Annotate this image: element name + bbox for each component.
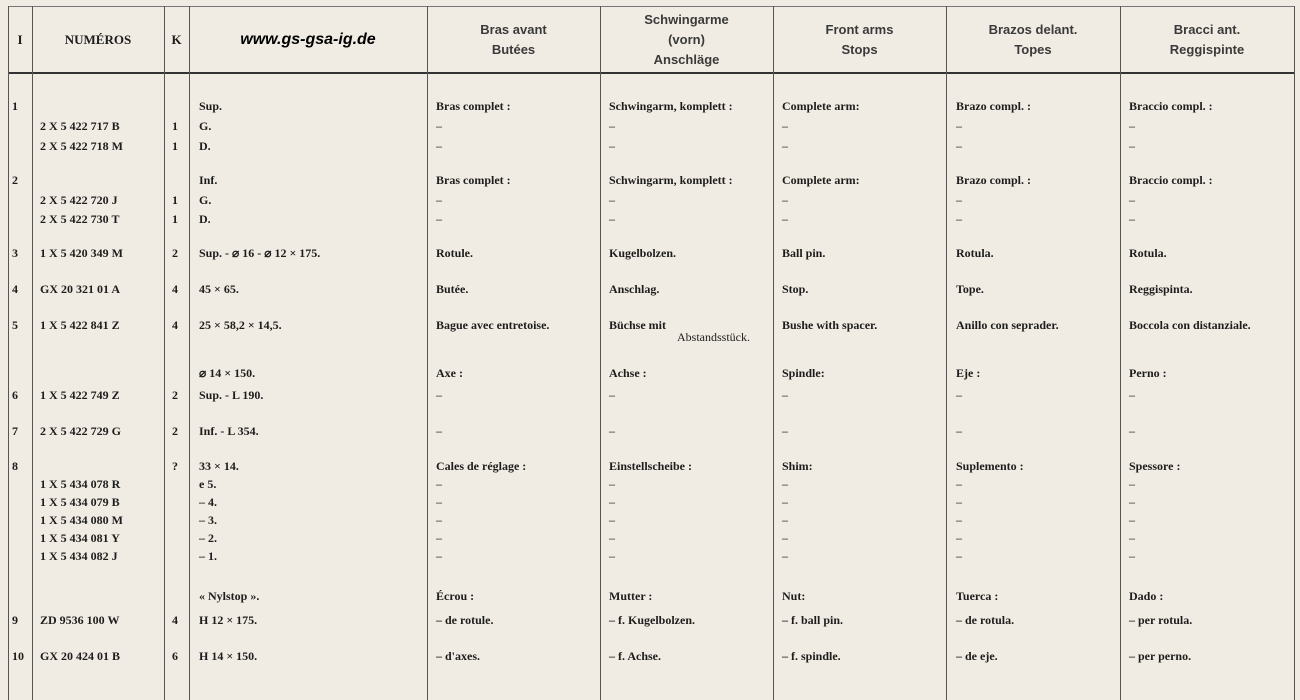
table-cell-desc-italian: – — [1129, 549, 1135, 563]
table-cell-desc-german: – — [609, 139, 615, 153]
table-cell-desc-english: – — [782, 388, 788, 402]
table-cell-desc-german: – — [609, 495, 615, 509]
table-cell-desc-french: Axe : — [436, 366, 463, 380]
table-cell-desc-italian: Spessore : — [1129, 459, 1181, 473]
table-cell-desc-french: – — [436, 549, 442, 563]
table-cell-quantity-k: 4 — [172, 282, 178, 296]
header-spanish: Brazos delant. Topes — [988, 22, 1078, 57]
table-cell-desc-english: – — [782, 513, 788, 527]
table-cell-spec: Sup. - ⌀ 16 - ⌀ 12 × 175. — [199, 246, 321, 260]
table-cell-part-number: 1 X 5 422 841 Z — [40, 318, 120, 332]
table-cell-desc-spanish: – — [956, 513, 962, 527]
table-cell-desc-french: – — [436, 513, 442, 527]
table-cell-row-index: 3 — [12, 246, 18, 260]
table-cell-desc-english: – — [782, 495, 788, 509]
table-cell-spec: – 2. — [199, 531, 217, 545]
table-cell-desc-french: – — [436, 477, 442, 491]
table-cell-quantity-k: 1 — [172, 193, 178, 207]
table-cell-desc-english: Ball pin. — [782, 246, 826, 260]
table-cell-desc-spanish: Anillo con seprader. — [956, 318, 1059, 332]
table-cell-part-number: 1 X 5 434 079 B — [40, 495, 120, 509]
table-cell-desc-italian: Dado : — [1129, 589, 1164, 603]
table-cell-desc-french: Bague avec entretoise. — [436, 318, 550, 332]
table-cell-spec: – 1. — [199, 549, 217, 563]
german-continuation-text: Abstandsstück. — [677, 330, 750, 344]
table-cell-desc-spanish: – de rotula. — [956, 613, 1015, 627]
table-top-border — [8, 6, 1294, 7]
table-cell-part-number: 1 X 5 434 082 J — [40, 549, 118, 563]
table-cell-part-number: 2 X 5 422 729 G — [40, 424, 121, 438]
table-cell-desc-german: Achse : — [609, 366, 647, 380]
table-cell-spec: 33 × 14. — [199, 459, 239, 473]
header-german: Schwingarme (vorn) Anschläge — [644, 12, 729, 67]
table-cell-desc-german: Einstellscheibe : — [609, 459, 692, 473]
table-cell-desc-french: Cales de réglage : — [436, 459, 527, 473]
table-cell-part-number: 2 X 5 422 717 B — [40, 119, 120, 133]
table-cell-desc-italian: – — [1129, 495, 1135, 509]
table-cell-desc-spanish: – — [956, 495, 962, 509]
table-cell-spec: ⌀ 14 × 150. — [199, 366, 256, 380]
table-cell-desc-german: – — [609, 424, 615, 438]
table-cell-desc-spanish: – — [956, 549, 962, 563]
table-cell-row-index: 8 — [12, 459, 18, 473]
table-cell-part-number: GX 20 321 01 A — [40, 282, 121, 296]
table-cell-desc-italian: – per perno. — [1129, 649, 1192, 663]
table-cell-desc-french: – de rotule. — [436, 613, 494, 627]
table-cell-part-number: 1 X 5 434 081 Y — [40, 531, 120, 545]
table-cell-desc-german: Kugelbolzen. — [609, 246, 677, 260]
table-cell-part-number: 2 X 5 422 720 J — [40, 193, 118, 207]
table-cell-desc-french: Bras complet : — [436, 99, 511, 113]
table-cell-desc-italian: – — [1129, 388, 1135, 402]
table-cell-spec: 45 × 65. — [199, 282, 239, 296]
table-cell-quantity-k: 6 — [172, 649, 178, 663]
table-cell-quantity-k: 2 — [172, 246, 178, 260]
table-cell-desc-italian: – — [1129, 193, 1135, 207]
table-cell-desc-german: Anschlag. — [609, 282, 660, 296]
table-cell-spec: – 3. — [199, 513, 217, 527]
table-cell-quantity-k: ? — [172, 459, 178, 473]
table-cell-desc-italian: Perno : — [1129, 366, 1167, 380]
table-cell-desc-english: Nut: — [782, 589, 806, 603]
table-cell-desc-german: – — [609, 531, 615, 545]
table-cell-desc-german: Schwingarm, komplett : — [609, 173, 733, 187]
table-cell-row-index: 10 — [12, 649, 24, 663]
table-cell-spec: D. — [199, 212, 211, 226]
table-cell-desc-german: – — [609, 193, 615, 207]
table-cell-desc-english: – f. spindle. — [782, 649, 841, 663]
table-cell-desc-spanish: Eje : — [956, 366, 981, 380]
table-cell-desc-spanish: – — [956, 139, 962, 153]
table-cell-desc-english: – — [782, 424, 788, 438]
table-cell-desc-english: – — [782, 477, 788, 491]
table-cell-desc-spanish: Tuerca : — [956, 589, 999, 603]
header-separator — [8, 72, 1294, 74]
watermark-url: www.gs-gsa-ig.de — [240, 31, 376, 48]
table-cell-quantity-k: 2 — [172, 424, 178, 438]
table-cell-row-index: 2 — [12, 173, 18, 187]
table-cell-part-number: 1 X 5 420 349 M — [40, 246, 123, 260]
table-cell-desc-german: – f. Kugelbolzen. — [609, 613, 695, 627]
table-cell-desc-english: Stop. — [782, 282, 809, 296]
table-cell-desc-french: – — [436, 119, 442, 133]
table-cell-desc-french: – — [436, 388, 442, 402]
column-rule — [1120, 6, 1121, 700]
column-rule — [600, 6, 601, 700]
table-cell-desc-english: – f. ball pin. — [782, 613, 844, 627]
header-numbers: NUMÉROS — [64, 32, 132, 47]
table-cell-spec: G. — [199, 119, 212, 133]
column-rule — [32, 6, 33, 700]
table-cell-spec: Sup. - L 190. — [199, 388, 264, 402]
table-cell-desc-german: Schwingarm, komplett : — [609, 99, 733, 113]
table-cell-part-number: 2 X 5 422 718 M — [40, 139, 123, 153]
table-cell-desc-french: Butée. — [436, 282, 469, 296]
column-rule — [8, 6, 9, 700]
table-cell-quantity-k: 1 — [172, 212, 178, 226]
table-cell-desc-french: – — [436, 139, 442, 153]
table-cell-desc-german: – — [609, 513, 615, 527]
table-cell-desc-english: – — [782, 139, 788, 153]
table-cell-desc-german: – f. Achse. — [609, 649, 661, 663]
table-cell-desc-english: – — [782, 531, 788, 545]
table-cell-desc-english: – — [782, 119, 788, 133]
table-cell-desc-italian: – — [1129, 212, 1135, 226]
table-cell-quantity-k: 1 — [172, 139, 178, 153]
table-cell-spec: 25 × 58,2 × 14,5. — [199, 318, 282, 332]
table-cell-desc-english: Bushe with spacer. — [782, 318, 878, 332]
column-rule — [1294, 6, 1295, 700]
table-cell-desc-spanish: Rotula. — [956, 246, 994, 260]
table-cell-desc-spanish: – — [956, 119, 962, 133]
table-cell-row-index: 9 — [12, 613, 18, 627]
table-cell-spec: « Nylstop ». — [199, 589, 260, 603]
column-rule — [189, 6, 190, 700]
table-cell-desc-english: Spindle: — [782, 366, 825, 380]
header-french: Bras avant Butées — [480, 22, 547, 57]
header-italian: Bracci ant. Reggispinte — [1169, 22, 1245, 57]
table-cell-spec: Sup. — [199, 99, 223, 113]
header-index: I — [17, 32, 23, 47]
table-cell-spec: Inf. — [199, 173, 218, 187]
table-cell-desc-french: – — [436, 495, 442, 509]
table-cell-desc-french: – d'axes. — [436, 649, 481, 663]
table-cell-desc-italian: – — [1129, 531, 1135, 545]
table-cell-desc-french: – — [436, 193, 442, 207]
table-cell-desc-english: – — [782, 212, 788, 226]
table-cell-desc-spanish: – — [956, 193, 962, 207]
table-cell-spec: D. — [199, 139, 211, 153]
table-cell-part-number: ZD 9536 100 W — [40, 613, 120, 627]
column-rule — [427, 6, 428, 700]
column-rule — [164, 6, 165, 700]
table-cell-desc-italian: – — [1129, 139, 1135, 153]
header-k: K — [171, 32, 182, 47]
column-rule — [773, 6, 774, 700]
table-cell-desc-italian: – — [1129, 424, 1135, 438]
table-cell-desc-french: – — [436, 531, 442, 545]
table-cell-row-index: 5 — [12, 318, 18, 332]
table-cell-spec: G. — [199, 193, 212, 207]
table-cell-desc-spanish: – de eje. — [956, 649, 998, 663]
table-cell-desc-italian: – — [1129, 119, 1135, 133]
table-cell-desc-spanish: Suplemento : — [956, 459, 1024, 473]
table-cell-spec: – 4. — [199, 495, 217, 509]
table-cell-desc-french: – — [436, 424, 442, 438]
table-cell-desc-english: Complete arm: — [782, 173, 860, 187]
table-cell-desc-german: Mutter : — [609, 589, 653, 603]
table-cell-desc-german: – — [609, 388, 615, 402]
column-rule — [946, 6, 947, 700]
table-cell-desc-spanish: Brazo compl. : — [956, 173, 1031, 187]
table-cell-part-number: 1 X 5 434 078 R — [40, 477, 121, 491]
table-cell-desc-french: Écrou : — [436, 589, 475, 603]
table-cell-quantity-k: 2 — [172, 388, 178, 402]
table-cell-desc-german: – — [609, 549, 615, 563]
table-cell-desc-english: – — [782, 193, 788, 207]
table-cell-desc-italian: Boccola con distanziale. — [1129, 318, 1251, 332]
table-cell-desc-english: – — [782, 549, 788, 563]
table-cell-spec: H 14 × 150. — [199, 649, 258, 663]
table-cell-desc-german: – — [609, 477, 615, 491]
table-cell-desc-german: – — [609, 119, 615, 133]
table-cell-desc-italian: – per rotula. — [1129, 613, 1193, 627]
table-cell-desc-spanish: – — [956, 477, 962, 491]
table-cell-desc-english: Shim: — [782, 459, 813, 473]
table-cell-row-index: 1 — [12, 99, 18, 113]
table-cell-quantity-k: 1 — [172, 119, 178, 133]
table-cell-desc-french: Rotule. — [436, 246, 473, 260]
table-cell-part-number: 1 X 5 422 749 Z — [40, 388, 120, 402]
table-cell-desc-spanish: Brazo compl. : — [956, 99, 1031, 113]
table-cell-desc-spanish: – — [956, 388, 962, 402]
table-cell-desc-italian: Reggispinta. — [1129, 282, 1193, 296]
table-cell-part-number: 1 X 5 434 080 M — [40, 513, 123, 527]
table-cell-desc-italian: Rotula. — [1129, 246, 1167, 260]
table-cell-part-number: GX 20 424 01 B — [40, 649, 121, 663]
table-cell-part-number: 2 X 5 422 730 T — [40, 212, 120, 226]
table-cell-row-index: 7 — [12, 424, 18, 438]
table-cell-spec: H 12 × 175. — [199, 613, 258, 627]
table-cell-desc-english: Complete arm: — [782, 99, 860, 113]
table-cell-desc-spanish: Tope. — [956, 282, 984, 296]
table-cell-spec: e 5. — [199, 477, 217, 491]
table-cell-row-index: 6 — [12, 388, 18, 402]
table-cell-desc-italian: – — [1129, 477, 1135, 491]
table-cell-desc-italian: – — [1129, 513, 1135, 527]
table-cell-desc-spanish: – — [956, 531, 962, 545]
table-cell-desc-french: Bras complet : — [436, 173, 511, 187]
table-cell-quantity-k: 4 — [172, 318, 178, 332]
table-cell-row-index: 4 — [12, 282, 18, 296]
table-cell-desc-french: – — [436, 212, 442, 226]
table-cell-spec: Inf. - L 354. — [199, 424, 259, 438]
table-cell-desc-spanish: – — [956, 424, 962, 438]
header-english: Front arms Stops — [825, 22, 894, 57]
table-cell-desc-german: Büchse mit — [609, 318, 666, 332]
table-cell-desc-german: – — [609, 212, 615, 226]
table-cell-desc-italian: Braccio compl. : — [1129, 173, 1213, 187]
table-cell-desc-italian: Braccio compl. : — [1129, 99, 1213, 113]
table-cell-quantity-k: 4 — [172, 613, 178, 627]
table-cell-desc-spanish: – — [956, 212, 962, 226]
